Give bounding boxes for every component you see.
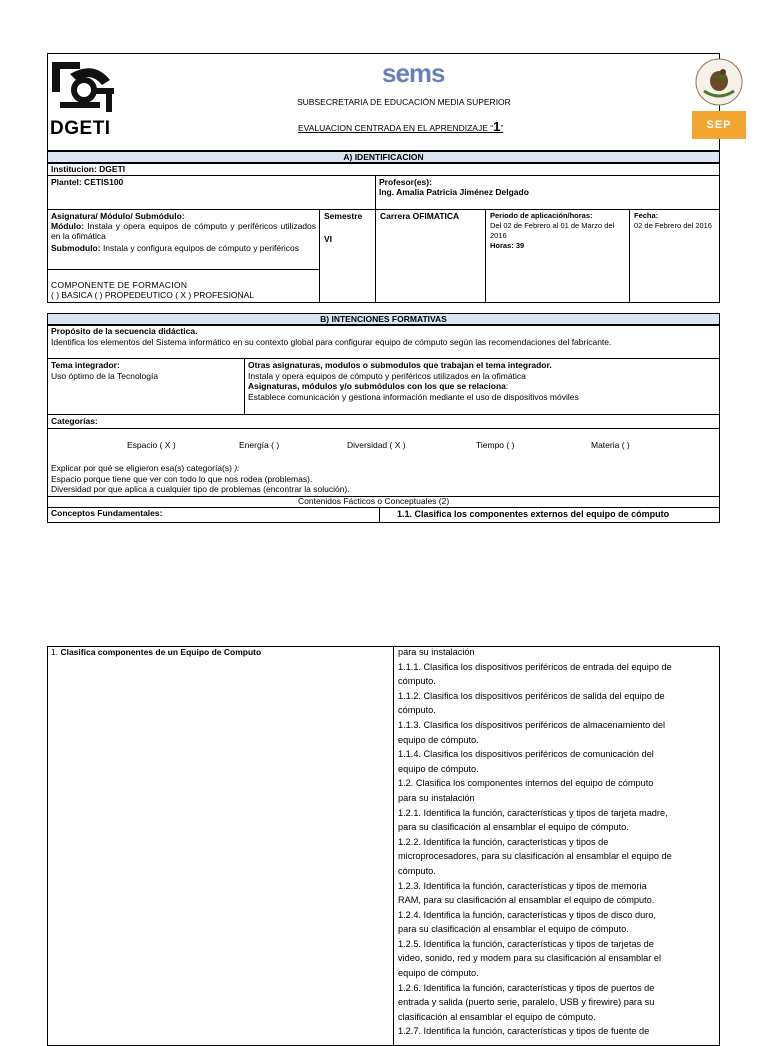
section-b-title: B) INTENCIONES FORMATIVAS	[47, 313, 720, 325]
sep-label: SEP	[692, 111, 746, 139]
list-item: cómputo.	[398, 676, 436, 687]
list-item: 1.1.2. Clasifica los dispositivos periféricos de salida del equipo de	[398, 690, 665, 701]
otras-label: Otras asignaturas, modulos o submodulos que trabajan el tema integrador.	[248, 360, 552, 370]
divider	[375, 175, 376, 209]
divider	[47, 269, 320, 270]
list-item: cómputo.	[398, 865, 436, 876]
sep-logo	[692, 55, 746, 139]
list-item: clasificación al ensamblar el equipo de cómputo.	[398, 1011, 596, 1022]
modulo-label: Módulo:	[51, 221, 85, 231]
divider	[47, 428, 720, 429]
submodulo-text: Instala y configura equipos de cómputo y periféricos	[100, 243, 300, 253]
evaluation-number: 1	[493, 119, 501, 134]
list-item: 1.1.1. Clasifica los dispositivos periféricos de entrada del equipo de	[398, 661, 672, 672]
semestre-label: Semestre	[324, 211, 363, 221]
explicar-label-text: Explicar por qué se eligieron esa(s) categoría(s)	[51, 463, 235, 473]
divider	[485, 209, 486, 303]
fecha-value: 02 de Febrero del 2016	[634, 221, 712, 230]
contenidos-label: Contenidos Fácticos o Conceptuales (2)	[298, 496, 450, 506]
categorias-label: Categorías:	[51, 416, 98, 426]
list-item: cómputo.	[398, 705, 436, 716]
divider	[393, 646, 394, 1046]
proposito-text: Identifica los elementos del Sistema informático en su contexto global para configurar equipo de cómputo según las recomendaciones del fabricante.	[51, 337, 612, 347]
modulo-text: Instala y opera equipos de cómputo y periféricos utilizados en la ofimática	[51, 221, 316, 241]
divider	[379, 507, 380, 523]
header-subtitle: SUBSECRETARIA DE EDUCACIÓN MEDIA SUPERIOR	[297, 97, 511, 107]
list-item: para su clasificación al ensamblar el equipo de cómputo.	[398, 924, 629, 935]
list-item: entrada y salida (puerto serie, paralelo, USB y firewire) para su	[398, 997, 655, 1008]
list-item: 1.2.1. Identifica la función, características y tipos de tarjeta madre,	[398, 807, 668, 818]
periodo-value: Del 02 de Febrero al 01 de Marzo del 2016	[490, 221, 615, 240]
list-item: 1.2.6. Identifica la función, características y tipos de puertos de	[398, 982, 655, 993]
list-item: para su instalación	[398, 647, 475, 657]
dgeti-logo-text: DGETI	[50, 118, 111, 139]
dgeti-logo	[50, 58, 122, 140]
list-item: equipo de cómputo.	[398, 734, 479, 745]
divider	[47, 175, 720, 176]
divider	[629, 209, 630, 303]
list-item: microprocesadores, para su clasificación al ensamblar el equipo de	[398, 851, 672, 862]
section-a-title: A) IDENTIFICACION	[47, 151, 720, 163]
list-item: 1.2.3. Identifica la función, características y tipos de memoria	[398, 880, 647, 891]
list-item: 1.1.4. Clasifica los dispositivos periféricos de comunicación del	[398, 749, 654, 760]
first-content-item: 1.1. Clasifica los componentes externos del equipo de cómputo	[397, 509, 670, 519]
divider	[47, 414, 720, 415]
contenidos-list	[398, 645, 718, 1039]
list-item: 1.2. Clasifica los componentes internos del equipo de cómputo	[398, 778, 654, 789]
evaluation-title	[298, 119, 504, 134]
left-item-text: Clasifica componentes de un Equipo de Computo	[60, 647, 262, 657]
list-item: RAM, para su clasificación al ensamblar el equipo de cómputo.	[398, 895, 655, 906]
conceptos-label: Conceptos Fundamentales:	[51, 508, 163, 518]
tema-label: Tema integrador:	[51, 360, 120, 370]
divider	[244, 358, 245, 414]
divider	[319, 209, 320, 303]
left-item-number: 1.	[51, 647, 61, 657]
evaluation-suffix: ”	[500, 123, 504, 133]
asignaturas-relacion	[248, 381, 508, 391]
horas-field: Horas: 39	[490, 241, 525, 250]
divider	[375, 209, 376, 303]
carrera-field: Carrera OFIMATICA	[380, 211, 460, 221]
categoria-energia: Energía ( )	[239, 440, 280, 450]
periodo-label: Periodo de aplicación/horas:	[490, 211, 593, 220]
asignaturas-relacion-colon: :	[505, 381, 509, 391]
divider	[47, 209, 720, 210]
categoria-tiempo: Tiempo ( )	[476, 440, 515, 450]
institucion-field: Institucion: DGETI	[51, 164, 126, 174]
asignaturas-relacion-value: Establece comunicación y gestiona información mediante el uso de dispositivos móviles	[248, 392, 579, 402]
list-item: equipo de cómputo.	[398, 763, 479, 774]
list-item: 1.2.7. Identifica la función, características y tipos de fuente de	[398, 1026, 650, 1037]
list-item: para su clasificación al ensamblar el equipo de cómputo.	[398, 822, 629, 833]
list-item: 1.2.4. Identifica la función, características y tipos de disco duro,	[398, 909, 656, 920]
asignatura-label: Asignatura/ Módulo/ Submódulo:	[51, 211, 185, 221]
componente-options: ( ) BASICA ( ) PROPEDEUTICO ( X ) PROFESIONAL	[51, 290, 255, 300]
submodulo-field	[51, 243, 316, 253]
explicar-line: Diversidad por que aplica a cualquier tipo de problemas (encontrar la solución).	[51, 484, 350, 494]
dgeti-emblem-icon	[50, 58, 120, 118]
asignaturas-relacion-label: Asignaturas, módulos y/o submódulos con los que se relaciona	[248, 381, 506, 391]
list-item: 1.2.2. Identifica la función, características y tipos de	[398, 836, 609, 847]
proposito-label: Propósito de la secuencia didáctica.	[51, 326, 198, 336]
fecha-label: Fecha:	[634, 211, 659, 220]
modulo-field	[51, 221, 316, 241]
profesor-name: Ing. Amalia Patricia Jiménez Delgado	[379, 187, 529, 197]
explicar-label	[51, 463, 240, 473]
sems-logo: sems	[382, 58, 445, 88]
mexico-seal-icon	[694, 57, 744, 107]
categoria-espacio: Espacio ( X )	[127, 440, 176, 450]
list-item: equipo de cómputo.	[398, 968, 479, 979]
explicar-line: Espacio porque tiene que ver con todo lo que nos rodea (problemas).	[51, 474, 313, 484]
plantel-field: Plantel: CETIS100	[51, 177, 124, 187]
otras-value: Instala y opera equipos de cómputo y periféricos utilizados en la ofimática	[248, 371, 526, 381]
semestre-value: VI	[324, 234, 333, 244]
list-item: 1.1.3. Clasifica los dispositivos periféricos de almacenamiento del	[398, 719, 666, 730]
evaluation-prefix: EVALUACION CENTRADA EN EL APRENDIZAJE “	[298, 123, 494, 133]
profesor-label: Profesor(es):	[379, 177, 432, 187]
categoria-materia: Materia ( )	[591, 440, 630, 450]
explicar-label-colon: ):	[234, 463, 240, 473]
list-item: 1.2.5. Identifica la función, características y tipos de tarjetas de	[398, 938, 654, 949]
left-item-title	[51, 647, 261, 657]
tema-value: Uso óptimo de la Tecnología	[51, 371, 159, 381]
componente-label: COMPONENTE DE FORMACION	[51, 280, 188, 290]
submodulo-label: Submodulo:	[51, 243, 101, 253]
list-item: video, sonido, red y modem para su clasificación al ensamblar el	[398, 953, 661, 964]
divider	[47, 358, 720, 359]
categoria-diversidad: Diversidad ( X )	[347, 440, 406, 450]
list-item: para su instalación	[398, 792, 475, 803]
